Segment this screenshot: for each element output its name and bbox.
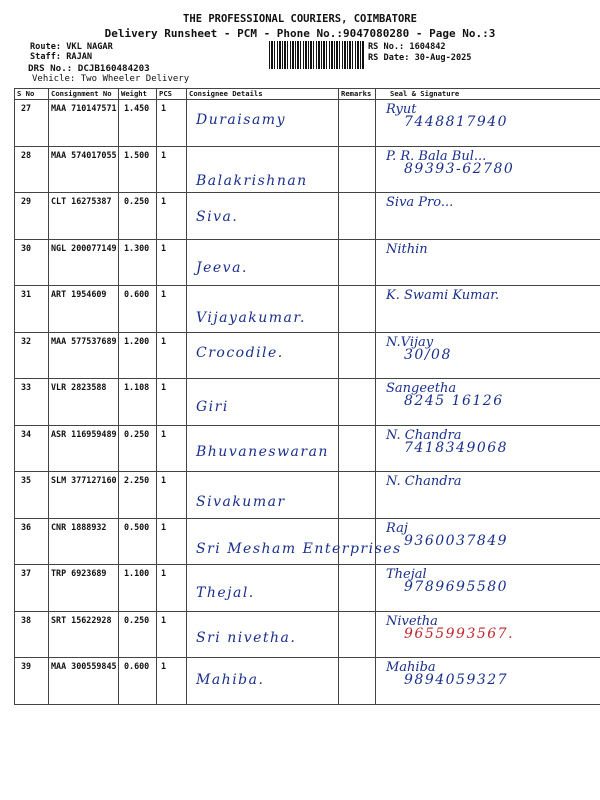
sno-cell: 27 bbox=[15, 100, 49, 147]
signature: N. Chandra bbox=[386, 474, 462, 489]
signature: Sangeetha bbox=[386, 381, 457, 396]
signature: Siva Pro... bbox=[386, 195, 454, 210]
col-consignee: Consignee Details bbox=[187, 89, 339, 100]
remarks-cell bbox=[339, 611, 376, 658]
consignee-name: Vijayakumar. bbox=[196, 310, 307, 326]
consignee-name: Sri nivetha. bbox=[196, 629, 297, 646]
signature-cell bbox=[376, 518, 600, 565]
remarks-cell bbox=[339, 658, 376, 705]
route-label: Route: VKL NAGAR bbox=[30, 42, 113, 52]
weight-cell: 0.500 bbox=[119, 518, 157, 565]
col-weight: Weight bbox=[119, 89, 157, 100]
pcs-cell: 1 bbox=[157, 332, 187, 379]
pcs-cell: 1 bbox=[157, 100, 187, 147]
consignment-cell: SRT 15622928 bbox=[49, 611, 119, 658]
signature: N. Chandra bbox=[386, 427, 462, 443]
table-row bbox=[15, 379, 600, 426]
remarks-cell bbox=[339, 193, 376, 240]
consignment-cell: CLT 16275387 bbox=[49, 193, 119, 240]
sno-cell: 31 bbox=[15, 286, 49, 333]
consignee-name: Mahiba. bbox=[196, 672, 265, 688]
consignee-cell bbox=[187, 146, 339, 193]
remarks-cell bbox=[339, 425, 376, 472]
consignee-name: Jeeva. bbox=[196, 259, 248, 276]
table-row bbox=[15, 146, 600, 193]
signature: Raj bbox=[386, 520, 408, 536]
consignment-cell: VLR 2823588 bbox=[49, 379, 119, 426]
consignment-cell: MAA 710147571 bbox=[49, 100, 119, 147]
consignment-cell: ASR 116959489 bbox=[49, 425, 119, 472]
table-row bbox=[15, 518, 600, 565]
sno-cell: 29 bbox=[15, 193, 49, 240]
phone-number: 8245 16126 bbox=[404, 393, 504, 409]
remarks-cell bbox=[339, 565, 376, 612]
signature-cell bbox=[376, 658, 600, 705]
table-row bbox=[15, 472, 600, 519]
consignee-cell bbox=[187, 611, 339, 658]
drs-label: DRS No.: DCJB160484203 bbox=[28, 63, 150, 74]
signature-cell bbox=[376, 286, 600, 333]
weight-cell: 1.108 bbox=[119, 379, 157, 426]
signature-cell bbox=[376, 611, 600, 658]
sno-cell: 28 bbox=[15, 146, 49, 193]
remarks-cell bbox=[339, 146, 376, 193]
signature: Nithin bbox=[386, 241, 428, 257]
table-row bbox=[15, 286, 600, 333]
consignee-cell bbox=[187, 425, 339, 472]
signature-cell bbox=[376, 332, 600, 379]
phone-number: 9360037849 bbox=[404, 532, 509, 549]
phone-number: 9894059327 bbox=[404, 672, 509, 688]
consignment-cell: MAA 577537689 bbox=[49, 332, 119, 379]
consignee-cell bbox=[187, 100, 339, 147]
consignee-name: Thejal. bbox=[196, 585, 255, 601]
rs-date: RS Date: 30-Aug-2025 bbox=[368, 53, 472, 63]
signature-cell bbox=[376, 239, 600, 286]
remarks-cell bbox=[339, 286, 376, 333]
pcs-cell: 1 bbox=[157, 565, 187, 612]
sno-cell: 38 bbox=[15, 611, 49, 658]
phone-number: 9789695580 bbox=[404, 579, 509, 595]
sno-cell: 39 bbox=[15, 658, 49, 705]
weight-cell: 2.250 bbox=[119, 472, 157, 519]
consignment-cell: MAA 574017055 bbox=[49, 146, 119, 193]
col-remarks: Remarks bbox=[339, 89, 376, 100]
col-sno: S No bbox=[15, 89, 49, 100]
table-header-row bbox=[15, 89, 600, 100]
sno-cell: 34 bbox=[15, 425, 49, 472]
phone-number: 30/08 bbox=[404, 346, 452, 363]
weight-cell: 0.600 bbox=[119, 286, 157, 333]
table-row bbox=[15, 332, 600, 379]
consignment-cell: ART 1954609 bbox=[49, 286, 119, 333]
pcs-cell: 1 bbox=[157, 658, 187, 705]
phone-number: 89393-62780 bbox=[404, 160, 515, 177]
pcs-cell: 1 bbox=[157, 472, 187, 519]
consignee-name: Bhuvaneswaran bbox=[196, 443, 329, 460]
col-consignment: Consignment No bbox=[49, 89, 119, 100]
pcs-cell: 1 bbox=[157, 518, 187, 565]
weight-cell: 1.100 bbox=[119, 565, 157, 612]
weight-cell: 0.250 bbox=[119, 425, 157, 472]
signature-cell bbox=[376, 379, 600, 426]
remarks-cell bbox=[339, 332, 376, 379]
barcode bbox=[269, 41, 365, 69]
signature-cell bbox=[376, 193, 600, 240]
col-pcs: PCS bbox=[157, 89, 187, 100]
sno-cell: 32 bbox=[15, 332, 49, 379]
remarks-cell bbox=[339, 239, 376, 286]
signature-cell bbox=[376, 565, 600, 612]
table-row bbox=[15, 565, 600, 612]
table-row bbox=[15, 239, 600, 286]
consignee-name: Giri bbox=[196, 399, 229, 415]
consignee-cell bbox=[187, 239, 339, 286]
sno-cell: 37 bbox=[15, 565, 49, 612]
phone-number: 7418349068 bbox=[404, 439, 509, 456]
remarks-cell bbox=[339, 100, 376, 147]
sno-cell: 36 bbox=[15, 518, 49, 565]
consignee-cell bbox=[187, 332, 339, 379]
consignee-cell bbox=[187, 286, 339, 333]
signature: P. R. Bala Bul... bbox=[386, 148, 487, 164]
sno-cell: 33 bbox=[15, 379, 49, 426]
pcs-cell: 1 bbox=[157, 146, 187, 193]
sno-cell: 35 bbox=[15, 472, 49, 519]
staff-label: Staff: RAJAN bbox=[30, 52, 93, 62]
table-row bbox=[15, 193, 600, 240]
remarks-cell bbox=[339, 379, 376, 426]
table-row bbox=[15, 658, 600, 705]
consignee-cell bbox=[187, 658, 339, 705]
phone-number: 9655993567. bbox=[404, 625, 515, 642]
consignment-cell: NGL 200077149 bbox=[49, 239, 119, 286]
signature-cell bbox=[376, 100, 600, 147]
signature: Ryut bbox=[386, 102, 417, 117]
consignee-cell bbox=[187, 472, 339, 519]
consignment-cell: SLM 377127160 bbox=[49, 472, 119, 519]
consignment-cell: MAA 300559845 bbox=[49, 658, 119, 705]
consignee-name: Crocodile. bbox=[196, 344, 284, 361]
pcs-cell: 1 bbox=[157, 239, 187, 286]
table-row bbox=[15, 611, 600, 658]
weight-cell: 0.250 bbox=[119, 611, 157, 658]
consignee-name: Sri Mesham Enterprises bbox=[196, 540, 402, 557]
vehicle-label: Vehicle: Two Wheeler Delivery bbox=[32, 74, 190, 84]
remarks-cell bbox=[339, 472, 376, 519]
pcs-cell: 1 bbox=[157, 286, 187, 333]
signature: Mahiba bbox=[386, 660, 436, 675]
company-title: THE PROFESSIONAL COURIERS, COIMBATORE bbox=[183, 13, 417, 25]
weight-cell: 0.250 bbox=[119, 193, 157, 240]
phone-number: 7448817940 bbox=[404, 114, 509, 130]
weight-cell: 1.450 bbox=[119, 100, 157, 147]
pcs-cell: 1 bbox=[157, 379, 187, 426]
consignee-cell bbox=[187, 565, 339, 612]
signature-cell bbox=[376, 425, 600, 472]
pcs-cell: 1 bbox=[157, 193, 187, 240]
consignment-cell: CNR 1888932 bbox=[49, 518, 119, 565]
signature-cell bbox=[376, 472, 600, 519]
consignee-name: Duraisamy bbox=[196, 112, 286, 128]
consignee-name: Sivakumar bbox=[196, 494, 286, 510]
weight-cell: 1.300 bbox=[119, 239, 157, 286]
runsheet-title: Delivery Runsheet - PCM - Phone No.:9047080280 - Page No.:3 bbox=[104, 27, 496, 40]
pcs-cell: 1 bbox=[157, 425, 187, 472]
runsheet-table bbox=[14, 88, 600, 705]
signature-cell bbox=[376, 146, 600, 193]
signature: Thejal bbox=[386, 567, 427, 582]
weight-cell: 0.600 bbox=[119, 658, 157, 705]
weight-cell: 1.500 bbox=[119, 146, 157, 193]
table-row bbox=[15, 100, 600, 147]
table-row bbox=[15, 425, 600, 472]
consignee-cell bbox=[187, 379, 339, 426]
signature: Nivetha bbox=[386, 613, 438, 629]
consignment-cell: TRP 6923689 bbox=[49, 565, 119, 612]
weight-cell: 1.200 bbox=[119, 332, 157, 379]
col-signature: Seal & Signature bbox=[376, 89, 600, 100]
rs-number: RS No.: 1604842 bbox=[368, 42, 446, 52]
consignee-name: Siva. bbox=[196, 209, 239, 225]
pcs-cell: 1 bbox=[157, 611, 187, 658]
signature: N.Vijay bbox=[386, 334, 434, 350]
consignee-name: Balakrishnan bbox=[196, 172, 308, 189]
signature: K. Swami Kumar. bbox=[386, 288, 500, 303]
sno-cell: 30 bbox=[15, 239, 49, 286]
consignee-cell bbox=[187, 193, 339, 240]
